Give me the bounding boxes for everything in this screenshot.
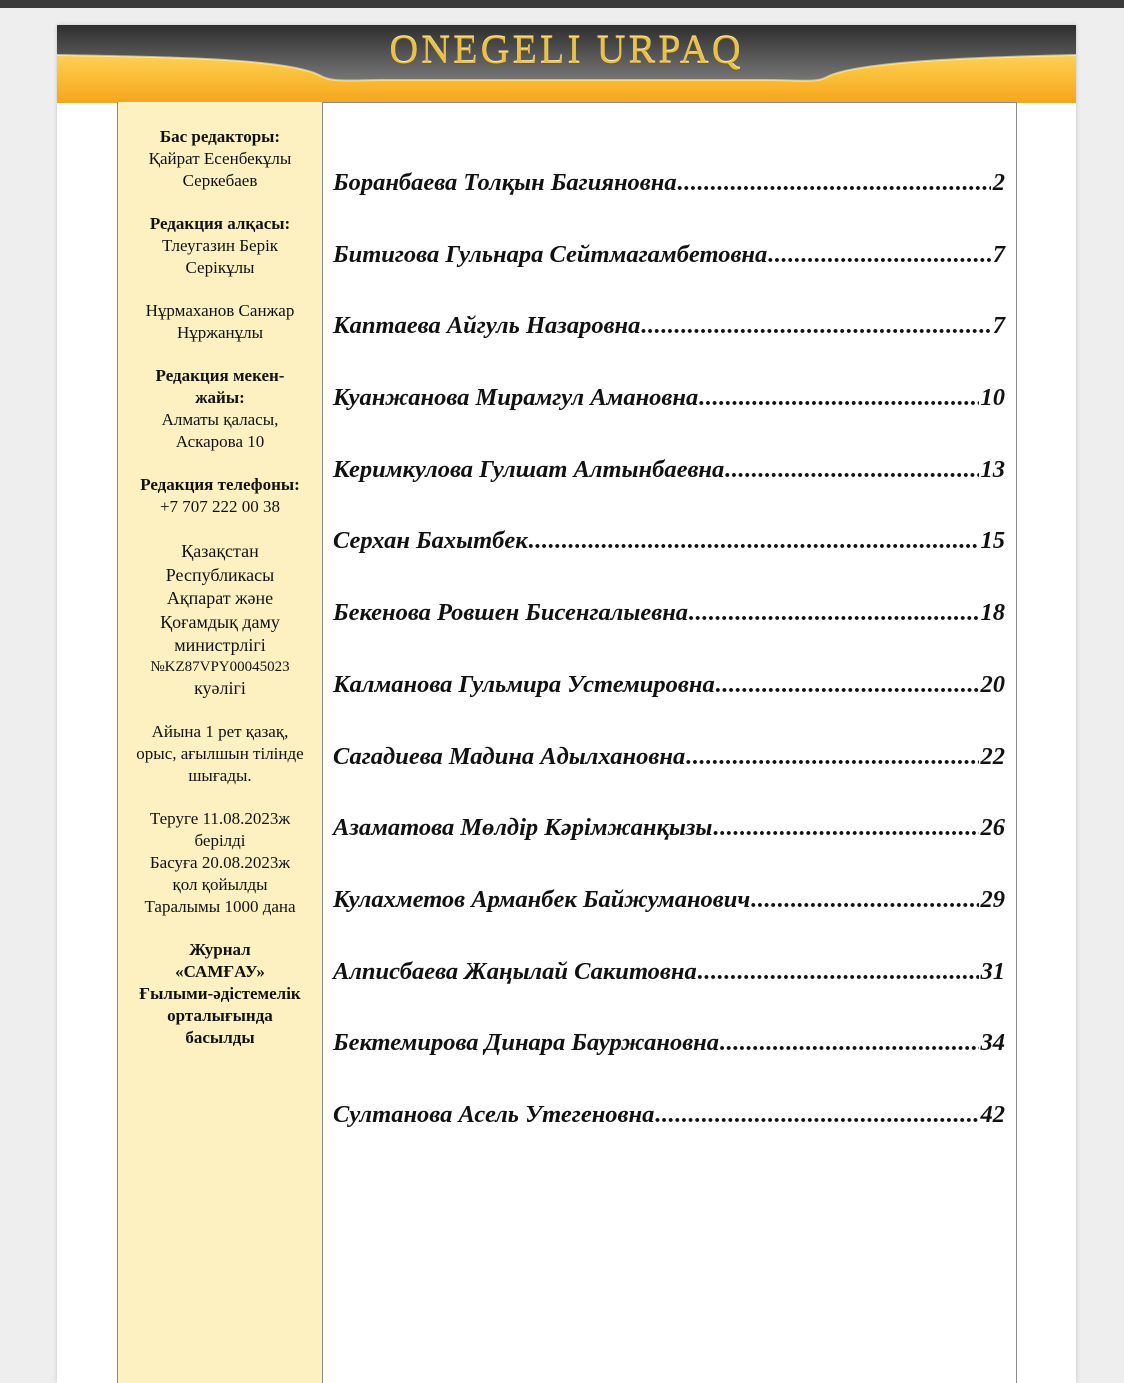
frequency-line1: Айына 1 рет қазақ, <box>151 722 289 741</box>
registration-line3: Ақпарат және <box>166 588 274 608</box>
toc-entry[interactable] <box>333 1101 1005 1173</box>
toc-leader-dots <box>698 384 978 412</box>
toc-leader-dots <box>528 527 979 555</box>
publisher-line4: орталығында <box>167 1006 273 1025</box>
board-member2-line1: Нұрмаханов Санжар <box>145 301 295 320</box>
toc-entry[interactable] <box>333 958 1005 1030</box>
board-block <box>122 213 318 279</box>
toc-author: Боранбаева Толқын Багияновна <box>333 169 677 196</box>
print-info-block <box>122 808 318 918</box>
toc-entry[interactable] <box>333 671 1005 743</box>
toc-page-number: 22 <box>980 742 1005 770</box>
print-line3: Басуға 20.08.2023ж <box>149 853 291 872</box>
toc-entry[interactable] <box>333 456 1005 528</box>
toc-author: Каптаева Айгуль Назаровна <box>333 312 641 340</box>
toc-page-number: 42 <box>980 1100 1005 1128</box>
phone-heading: Редакция телефоны: <box>140 475 300 494</box>
toc-page-number: 29 <box>980 885 1005 913</box>
toc-author: Бекенова Ровшен Бисенгалыевна <box>333 599 689 627</box>
toc-leader-dots <box>724 456 978 484</box>
toc-author: Бектемирова Динара Бауржановна <box>333 1029 720 1057</box>
toc-entry[interactable] <box>333 599 1005 671</box>
registration-line7: куәлігі <box>194 677 246 698</box>
print-line4: қол қойылды <box>172 875 268 894</box>
toc-author: Султанова Асель Утегеновна <box>333 1100 655 1128</box>
toc-author: Калманова Гульмира Устемировна <box>333 670 715 698</box>
toc-author: Алписбаева Жаңылай Сакитовна <box>333 957 697 985</box>
toc-leader-dots <box>715 671 979 699</box>
print-line2: берілді <box>194 831 246 850</box>
toc-entry[interactable] <box>333 384 1005 456</box>
toc-entry[interactable] <box>333 241 1005 313</box>
toc-page-number: 20 <box>980 670 1005 698</box>
registration-number: №KZ87VPY00045023 <box>150 658 290 675</box>
print-line1: Теруге 11.08.2023ж <box>149 809 291 828</box>
editor-heading: Бас редакторы: <box>159 127 281 146</box>
toc-leader-dots <box>685 743 978 771</box>
registration-line2: Республикасы <box>165 564 275 585</box>
phone-value: +7 707 222 00 38 <box>159 497 281 516</box>
toc-page-number: 13 <box>980 455 1005 483</box>
editor-name-line2: Серкебаев <box>182 171 258 190</box>
toc-entry[interactable] <box>333 527 1005 599</box>
toc-author: Куанжанова Мирамгул Амановна <box>333 384 699 412</box>
toc-author: Сагадиева Мадина Адылхановна <box>333 742 686 770</box>
toc-author: Серхан Бахытбек <box>333 527 528 555</box>
editor-block <box>122 126 318 192</box>
toc-page-number: 34 <box>980 1029 1005 1057</box>
publisher-line2: «САМҒАУ» <box>175 962 265 981</box>
toc-leader-dots <box>677 169 991 197</box>
publisher-line3: Ғылыми-әдістемелік <box>139 984 301 1003</box>
toc-leader-dots <box>697 958 979 986</box>
toc-author: Азаматова Мөлдір Кәрімжанқызы <box>333 814 713 842</box>
address-line1: Алматы қаласы, <box>161 410 279 429</box>
toc-leader-dots <box>640 312 990 340</box>
board-member1-line1: Тлеугазин Берік <box>161 236 279 255</box>
publisher-line1: Журнал <box>189 940 251 959</box>
toc-leader-dots <box>719 1029 978 1057</box>
board-heading: Редакция алқасы: <box>149 214 291 233</box>
toc-page-number: 7 <box>992 312 1005 340</box>
toc-page-number: 7 <box>992 240 1005 268</box>
publisher-line5: басылды <box>185 1028 255 1047</box>
board-member1-line2: Серікұлы <box>185 258 255 277</box>
address-line2: Аскарова 10 <box>175 432 265 451</box>
toc-entry[interactable] <box>333 312 1005 384</box>
contents-panel <box>323 102 1017 1383</box>
toc-author: Битигова Гульнара Сейтмагамбетовна <box>333 240 768 268</box>
editorial-sidebar <box>117 102 323 1383</box>
document-page <box>57 25 1076 1383</box>
registration-line5: министрлігі <box>174 635 266 655</box>
toc-entry[interactable] <box>333 1029 1005 1101</box>
toc-leader-dots <box>750 886 978 914</box>
editor-name-line1: Қайрат Есенбекұлы <box>148 149 292 168</box>
board-member2-block <box>122 300 318 344</box>
publisher-block <box>122 939 318 1049</box>
toc-page-number: 31 <box>980 957 1005 985</box>
toc-page-number: 10 <box>980 384 1005 412</box>
toc-leader-dots <box>688 599 978 627</box>
toc-leader-dots <box>712 814 978 842</box>
address-heading-line1: Редакция мекен- <box>155 366 285 385</box>
registration-line1: Қазақстан <box>181 541 259 561</box>
toc-page-number: 26 <box>980 814 1005 842</box>
masthead-title: ONEGELI URPAQ <box>389 27 744 72</box>
print-line5: Таралымы 1000 дана <box>144 897 296 916</box>
window-top-bar <box>0 0 1124 8</box>
frequency-line3: шығады. <box>188 766 252 785</box>
phone-block <box>122 474 318 518</box>
toc-author: Керимкулова Гулшат Алтынбаевна <box>333 455 725 483</box>
toc-entry[interactable] <box>333 886 1005 958</box>
toc-entry[interactable] <box>333 814 1005 886</box>
toc-author: Кулахметов Арманбек Байжуманович <box>333 885 751 913</box>
toc-page-number: 2 <box>992 169 1005 196</box>
toc-leader-dots <box>767 241 990 269</box>
toc-leader-dots <box>654 1101 978 1129</box>
toc-page-number: 15 <box>980 527 1005 555</box>
masthead-banner <box>57 25 1076 103</box>
table-of-contents <box>333 169 1005 1173</box>
registration-block <box>122 540 318 700</box>
toc-page-number: 18 <box>980 599 1005 627</box>
frequency-line2: орыс, ағылшын тілінде <box>136 744 304 763</box>
toc-entry[interactable] <box>333 743 1005 815</box>
address-heading-line2: жайы: <box>195 388 245 407</box>
toc-entry[interactable] <box>333 169 1005 241</box>
registration-line4: Қоғамдық даму <box>160 611 280 632</box>
board-member2-line2: Нұржанұлы <box>176 323 264 342</box>
frequency-block <box>122 721 318 787</box>
address-block <box>122 365 318 453</box>
